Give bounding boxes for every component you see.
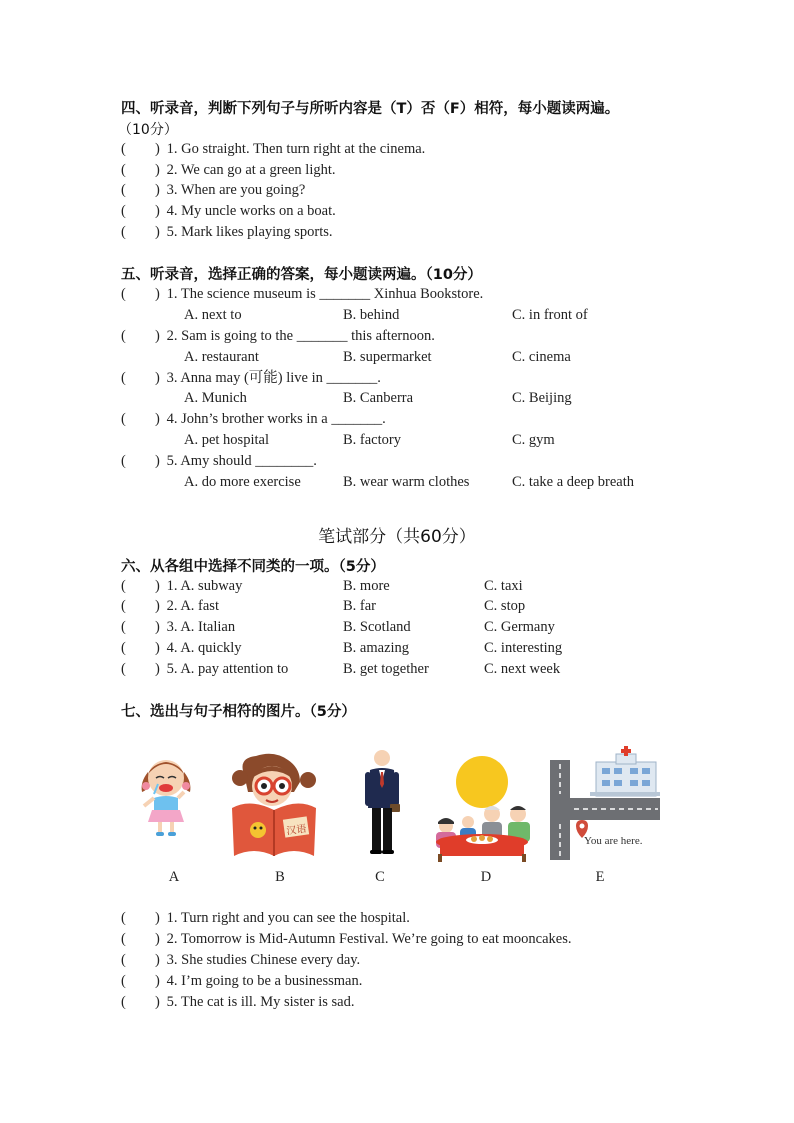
s6-item-3-c: C. Germany bbox=[484, 619, 555, 635]
s5-item-5-a: A. do more exercise bbox=[184, 474, 301, 490]
section4-score: （10分） bbox=[118, 122, 178, 138]
map-hospital-picture bbox=[546, 746, 660, 860]
s5-item-5-c: C. take a deep breath bbox=[512, 474, 634, 490]
s5-item-4-a: A. pet hospital bbox=[184, 432, 269, 448]
girl-reading-book-picture bbox=[228, 752, 320, 862]
section4-title: 四、听录音，判断下列句子与所听内容是（T）否（F）相符，每小题读两遍。 bbox=[121, 101, 620, 117]
s5-item-3-c: C. Beijing bbox=[512, 390, 572, 406]
s6-item-5: ( ) 5. A. pay attention to bbox=[121, 661, 289, 677]
s6-item-1-b: B. more bbox=[343, 578, 390, 594]
s6-item-1-c: C. taxi bbox=[484, 578, 523, 594]
section7-title: 七、选出与句子相符的图片。（5分） bbox=[121, 704, 356, 720]
s5-item-3-a: A. Munich bbox=[184, 390, 247, 406]
businessman-picture bbox=[362, 748, 402, 856]
s5-item-5-b: B. wear warm clothes bbox=[343, 474, 470, 490]
section6-title: 六、从各组中选择不同类的一项。（5分） bbox=[121, 559, 385, 575]
picture-label-a: A bbox=[168, 869, 180, 885]
s6-item-4-c: C. interesting bbox=[484, 640, 563, 656]
s6-item-5-b: B. get together bbox=[343, 661, 429, 677]
s7-item-1: ( ) 1. Turn right and you can see the hospital. bbox=[121, 910, 410, 926]
s5-item-5: ( ) 5. Amy should ________. bbox=[121, 453, 317, 469]
s6-item-3: ( ) 3. A. Italian bbox=[121, 619, 236, 635]
s7-item-2: ( ) 2. Tomorrow is Mid-Autumn Festival. We’re going to eat mooncakes. bbox=[121, 931, 572, 947]
s4-item-3: ( ) 3. When are you going? bbox=[121, 182, 306, 198]
s7-item-5: ( ) 5. The cat is ill. My sister is sad. bbox=[121, 994, 355, 1010]
s5-item-3-b: B. Canberra bbox=[343, 390, 414, 406]
s5-item-4-b: B. factory bbox=[343, 432, 401, 448]
s5-item-1: ( ) 1. The science museum is _______ Xinhua Bookstore. bbox=[121, 286, 484, 302]
mid-autumn-dinner-picture bbox=[428, 756, 536, 862]
crying-girl-picture bbox=[134, 752, 198, 837]
picture-label-d: D bbox=[480, 869, 492, 885]
picture-label-e: E bbox=[595, 869, 605, 885]
s5-item-2: ( ) 2. Sam is going to the _______ this afternoon. bbox=[121, 328, 435, 344]
s6-item-2-c: C. stop bbox=[484, 598, 526, 614]
s4-item-1: ( ) 1. Go straight. Then turn right at the cinema. bbox=[121, 141, 426, 157]
s4-item-5: ( ) 5. Mark likes playing sports. bbox=[121, 224, 333, 240]
s6-item-3-b: B. Scotland bbox=[343, 619, 411, 635]
s4-item-4: ( ) 4. My uncle works on a boat. bbox=[121, 203, 336, 219]
s7-item-4: ( ) 4. I’m going to be a businessman. bbox=[121, 973, 363, 989]
s6-item-2: ( ) 2. A. fast bbox=[121, 598, 219, 614]
section5-title: 五、听录音，选择正确的答案，每小题读两遍。（10分） bbox=[121, 267, 482, 283]
s6-item-2-b: B. far bbox=[343, 598, 377, 614]
s5-item-1-c: C. in front of bbox=[512, 307, 588, 323]
picture-label-b: B bbox=[275, 869, 285, 885]
s5-item-4: ( ) 4. John’s brother works in a _______. bbox=[121, 411, 386, 427]
you-are-here-label: You are here. bbox=[584, 835, 643, 847]
book-cover-text: 汉语 bbox=[285, 823, 308, 838]
s6-item-5-c: C. next week bbox=[484, 661, 561, 677]
s4-item-2: ( ) 2. We can go at a green light. bbox=[121, 162, 336, 178]
s5-item-2-c: C. cinema bbox=[512, 349, 571, 365]
s6-item-4-b: B. amazing bbox=[343, 640, 410, 656]
picture-label-c: C bbox=[375, 869, 385, 885]
s6-item-1: ( ) 1. A. subway bbox=[121, 578, 243, 594]
s5-item-1-b: B. behind bbox=[343, 307, 400, 323]
s5-item-3: ( ) 3. Anna may (可能) live in _______. bbox=[121, 370, 381, 386]
s5-item-4-c: C. gym bbox=[512, 432, 555, 448]
s5-item-2-b: B. supermarket bbox=[343, 349, 432, 365]
s5-item-1-a: A. next to bbox=[184, 307, 242, 323]
s5-item-2-a: A. restaurant bbox=[184, 349, 259, 365]
written-part-title: 笔试部分（共60分） bbox=[318, 527, 476, 547]
s6-item-4: ( ) 4. A. quickly bbox=[121, 640, 242, 656]
s7-item-3: ( ) 3. She studies Chinese every day. bbox=[121, 952, 361, 968]
